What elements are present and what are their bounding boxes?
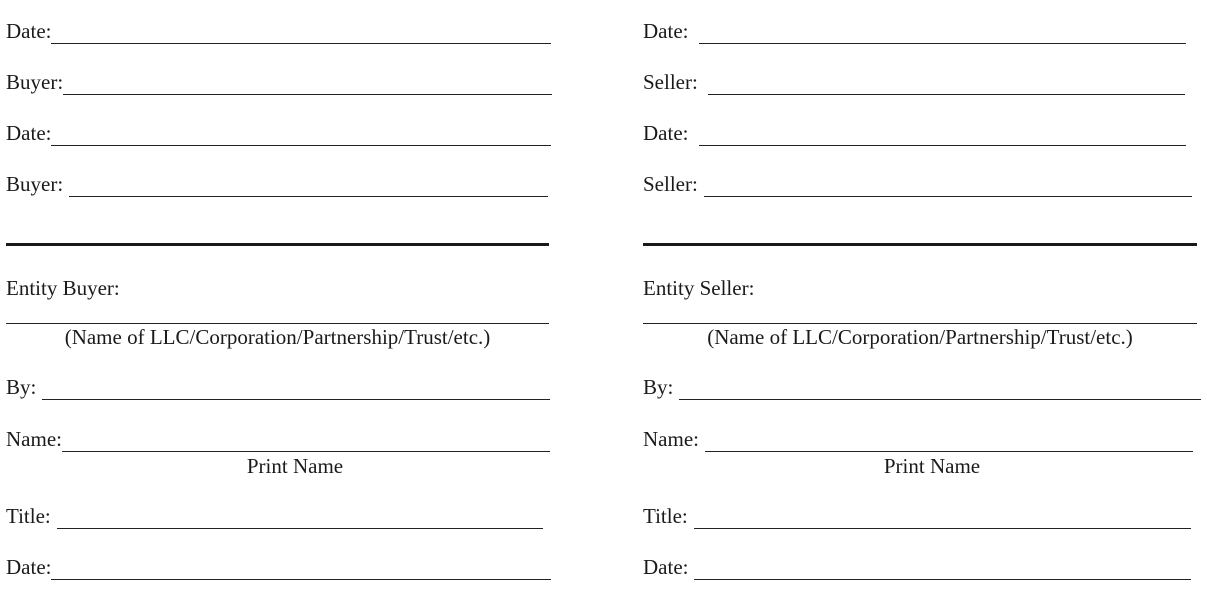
entity-buyer-heading: Entity Buyer: — [6, 276, 120, 300]
seller-date-row-1 — [643, 20, 1186, 44]
buyer-date-label-3: Date: — [6, 555, 52, 579]
seller-date-line-1[interactable] — [699, 43, 1186, 44]
buyer-date-label-1: Date: — [6, 19, 52, 43]
entity-seller-name-caption: (Name of LLC/Corporation/Partnership/Trust/etc.) — [707, 325, 1133, 349]
seller-label-2: Seller: — [643, 172, 698, 196]
seller-date-line-3[interactable] — [694, 579, 1191, 580]
seller-name-line[interactable] — [705, 451, 1193, 452]
buyer-row-1 — [6, 71, 552, 95]
buyer-title-line[interactable] — [57, 528, 543, 529]
seller-date-label-1: Date: — [643, 19, 689, 43]
seller-row-1 — [643, 71, 1185, 95]
buyer-name-row — [6, 428, 550, 452]
seller-date-row-2 — [643, 122, 1186, 146]
seller-name-label: Name: — [643, 427, 699, 451]
buyer-row-2 — [6, 173, 548, 197]
buyer-title-row — [6, 505, 543, 529]
buyer-title-label: Title: — [6, 504, 51, 528]
seller-label-1: Seller: — [643, 70, 698, 94]
seller-signature-line-2[interactable] — [704, 196, 1192, 197]
seller-date-label-2: Date: — [643, 121, 689, 145]
seller-print-name-caption: Print Name — [883, 454, 981, 478]
seller-date-line-2[interactable] — [699, 145, 1186, 146]
buyer-label-1: Buyer: — [6, 70, 64, 94]
buyer-date-line-1[interactable] — [51, 43, 551, 44]
buyer-date-line-2[interactable] — [51, 145, 551, 146]
entity-buyer-name-caption: (Name of LLC/Corporation/Partnership/Trust/etc.) — [64, 325, 491, 349]
seller-signature-block — [643, 0, 1203, 589]
entity-seller-name-line[interactable] — [643, 323, 1197, 324]
buyer-print-name-caption: Print Name — [246, 454, 344, 478]
seller-by-label: By: — [643, 375, 674, 399]
seller-section-divider — [643, 243, 1197, 246]
seller-signature-line-1[interactable] — [708, 94, 1185, 95]
buyer-signature-block — [6, 0, 556, 589]
buyer-date-row-2 — [6, 122, 551, 146]
buyer-date-row-1 — [6, 20, 551, 44]
seller-title-label: Title: — [643, 504, 688, 528]
seller-by-row — [643, 376, 1201, 400]
buyer-label-2: Buyer: — [6, 172, 64, 196]
buyer-by-row — [6, 376, 550, 400]
entity-seller-heading: Entity Seller: — [643, 276, 755, 300]
entity-buyer-name-line[interactable] — [6, 323, 549, 324]
buyer-by-line[interactable] — [42, 399, 550, 400]
seller-date-row-3 — [643, 556, 1191, 580]
buyer-name-label: Name: — [6, 427, 62, 451]
seller-by-line[interactable] — [679, 399, 1201, 400]
buyer-section-divider — [6, 243, 549, 246]
seller-name-row — [643, 428, 1193, 452]
seller-title-row — [643, 505, 1191, 529]
buyer-date-row-3 — [6, 556, 551, 580]
buyer-name-line[interactable] — [62, 451, 550, 452]
buyer-date-line-3[interactable] — [51, 579, 551, 580]
buyer-signature-line-1[interactable] — [63, 94, 552, 95]
buyer-signature-line-2[interactable] — [69, 196, 548, 197]
buyer-by-label: By: — [6, 375, 37, 399]
seller-row-2 — [643, 173, 1192, 197]
buyer-date-label-2: Date: — [6, 121, 52, 145]
seller-date-label-3: Date: — [643, 555, 689, 579]
seller-title-line[interactable] — [694, 528, 1191, 529]
